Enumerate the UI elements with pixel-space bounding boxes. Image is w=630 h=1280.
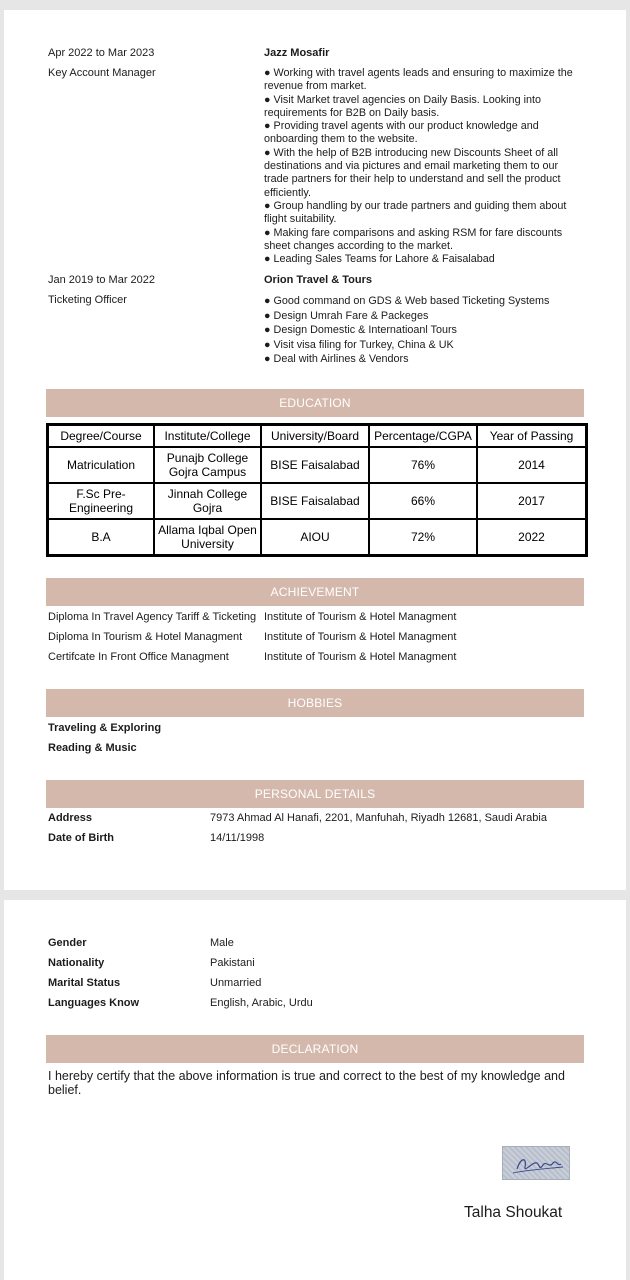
column-header: Institute/College: [154, 425, 261, 447]
table-cell: 2017: [477, 483, 586, 519]
experience-bullet: ● Deal with Airlines & Vendors: [264, 353, 409, 365]
column-header: Percentage/CGPA: [369, 425, 477, 447]
signature-image: [502, 1146, 570, 1180]
table-cell: 2022: [477, 519, 586, 555]
table-cell: BISE Faisalabad: [261, 483, 369, 519]
achievement-institute: Institute of Tourism & Hotel Managment: [264, 651, 457, 663]
personal-label: Gender: [48, 937, 87, 949]
personal-details-heading: PERSONAL DETAILS: [46, 780, 584, 808]
hobby-item: Reading & Music: [48, 742, 137, 754]
personal-label: Nationality: [48, 957, 105, 969]
table-cell: Allama Iqbal Open University: [154, 519, 261, 555]
experience-dates: Jan 2019 to Mar 2022: [48, 274, 156, 286]
personal-label: Date of Birth: [48, 832, 114, 844]
table-row: [48, 483, 586, 519]
signatory-name: Talha Shoukat: [464, 1204, 563, 1221]
experience-bullet: ● Working with travel agents leads and ensuring to maximize the revenue from market.: [264, 67, 573, 93]
declaration-heading: DECLARATION: [46, 1035, 584, 1063]
table-cell: BISE Faisalabad: [261, 447, 369, 483]
experience-bullet: ● Providing travel agents with our product knowledge and onboarding them to the website.: [264, 120, 539, 146]
achievement-institute: Institute of Tourism & Hotel Managment: [264, 611, 457, 623]
personal-value: Unmarried: [210, 977, 262, 989]
resume-page-2: [4, 900, 626, 1280]
signature-scribble-icon: [503, 1147, 571, 1181]
achievement-institute: Institute of Tourism & Hotel Managment: [264, 631, 457, 643]
experience-bullet: ● Design Domestic & Internatioanl Tours: [264, 324, 457, 336]
personal-label: Address: [48, 812, 93, 824]
hobby-item: Traveling & Exploring: [48, 722, 162, 734]
resume-page-1: [4, 10, 626, 890]
personal-value: 14/11/1998: [210, 832, 265, 844]
personal-label: Languages Know: [48, 997, 140, 1009]
table-cell: Punajb College Gojra Campus: [154, 447, 261, 483]
table-cell: 76%: [369, 447, 477, 483]
table-row: [48, 447, 586, 483]
table-cell: Matriculation: [48, 447, 154, 483]
experience-bullet: ● Visit Market travel agencies on Daily Basis. Looking into requirements for B2B on Daily basis.: [264, 93, 541, 119]
table-cell: AIOU: [261, 519, 369, 555]
experience-bullet-list: [264, 67, 584, 266]
experience-bullet: ● Visit visa filing for Turkey, China & UK: [264, 338, 454, 351]
table-header-row: [48, 425, 586, 447]
table-row: [48, 519, 586, 555]
table-cell: 72%: [369, 519, 477, 555]
achievement-name: Diploma In Travel Agency Tariff & Ticketing: [48, 611, 257, 623]
achievement-name: Diploma In Tourism & Hotel Managment: [48, 631, 243, 643]
personal-value: Pakistani: [210, 957, 255, 969]
column-header: Year of Passing: [477, 425, 586, 447]
personal-label: Marital Status: [48, 977, 121, 989]
table-cell: B.A: [48, 519, 154, 555]
hobbies-heading: HOBBIES: [46, 689, 584, 717]
column-header: University/Board: [261, 425, 369, 447]
experience-company: Orion Travel & Tours: [264, 274, 372, 286]
personal-value: 7973 Ahmad Al Hanafi, 2201, Manfuhah, Riyadh 12681, Saudi Arabia: [210, 812, 547, 824]
education-heading: EDUCATION: [46, 389, 584, 417]
personal-value: English, Arabic, Urdu: [210, 997, 313, 1009]
education-table: [46, 423, 588, 557]
table-cell: 66%: [369, 483, 477, 519]
table-cell: F.Sc Pre-Engineering: [48, 483, 154, 519]
declaration-text: I hereby certify that the above information is true and correct to the best of my knowledge and belief.: [48, 1069, 565, 1097]
table-cell: 2014: [477, 447, 586, 483]
experience-company: Jazz Mosafir: [264, 47, 330, 59]
experience-bullet: ● Making fare comparisons and asking RSM for fare discounts sheet changes according to the market.: [264, 226, 563, 252]
experience-bullet: ● With the help of B2B introducing new Discounts Sheet of all destinations and via pictures and email marketing them to our trade partners for their help to understand and sell the product efficiently.: [264, 146, 561, 199]
column-header: Degree/Course: [48, 425, 154, 447]
achievement-heading: ACHIEVEMENT: [46, 578, 584, 606]
experience-dates: Apr 2022 to Mar 2023: [48, 47, 155, 59]
experience-bullet: ● Design Umrah Fare & Packeges: [264, 309, 429, 322]
experience-title: Key Account Manager: [48, 67, 156, 79]
achievement-name: Certifcate In Front Office Managment: [48, 651, 229, 663]
experience-bullet-list: [264, 294, 584, 367]
table-cell: Jinnah College Gojra: [154, 483, 261, 519]
experience-bullet: ● Group handling by our trade partners and guiding them about flight suitability.: [264, 199, 567, 226]
personal-value: Male: [210, 937, 234, 949]
experience-bullet: ● Good command on GDS & Web based Ticketing Systems: [264, 295, 550, 307]
experience-title: Ticketing Officer: [48, 294, 127, 306]
experience-bullet: ● Leading Sales Teams for Lahore & Faisalabad: [264, 253, 495, 266]
